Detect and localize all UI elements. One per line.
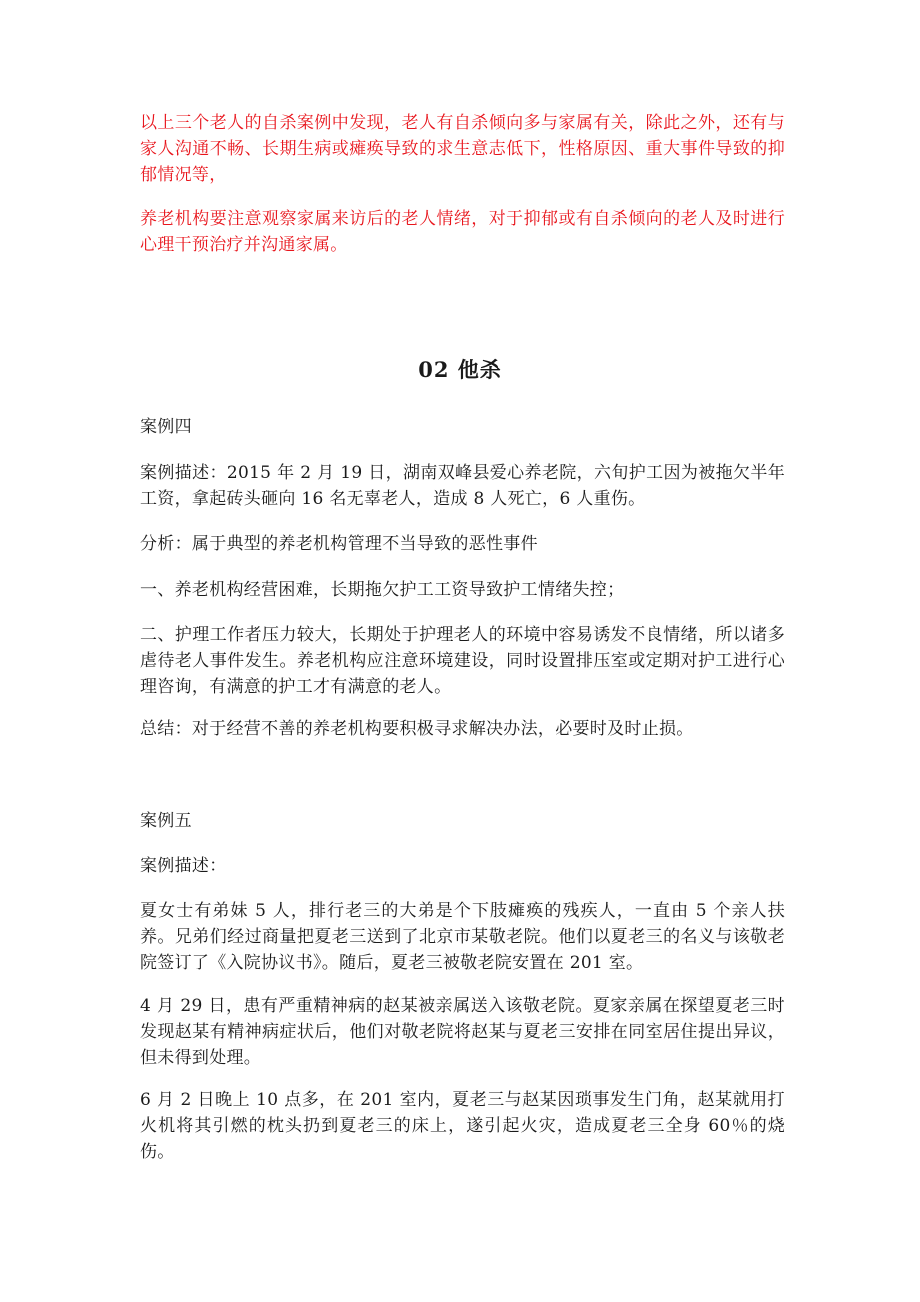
case4-analysis: 分析：属于典型的养老机构管理不当导致的恶性事件 [140, 534, 538, 554]
case5-description-label: 案例描述： [140, 856, 227, 876]
case4-description: 案例描述：2015 年 2 月 19 日，湖南双峰县爱心养老院，六旬护工因为被拖欠半年工资，拿起砖头砸向 16 名无辜老人，造成 8 人死亡，6 人重伤。 [140, 463, 785, 509]
case5-paragraph-2: 4 月 29 日，患有严重精神病的赵某被亲属送入该敬老院。夏家亲属在探望夏老三时发现赵某有精神病症状后，他们对敬老院将赵某与夏老三安排在同室居住提出异议，但未得到处理。 [140, 996, 785, 1068]
summary-paragraph-2: 养老机构要注意观察家属来访后的老人情绪，对于抑郁或有自杀倾向的老人及时进行心理干预治疗并沟通家属。 [140, 209, 785, 255]
case5-title: 案例五 [140, 811, 192, 831]
case5-paragraph-3: 6 月 2 日晚上 10 点多，在 201 室内，夏老三与赵某因琐事发生门角，赵某就用打火机将其引燃的枕头扔到夏老三的床上，遂引起火灾，造成夏老三全身 60％的烧伤。 [140, 1090, 785, 1162]
case4-point-2: 二、护理工作者压力较大，长期处于护理老人的环境中容易诱发不良情绪，所以诸多虐待老人事件发生。养老机构应注意环境建设，同时设置排压室或定期对护工进行心理咨询，有满意的护工才有满意的老人。 [140, 625, 785, 697]
case4-conclusion: 总结：对于经营不善的养老机构要积极寻求解决办法，必要时及时止损。 [140, 719, 694, 739]
case5-paragraph-1: 夏女士有弟妹 5 人，排行老三的大弟是个下肢瘫痪的残疾人，一直由 5 个亲人扶养。兄弟们经过商量把夏老三送到了北京市某敬老院。他们以夏老三的名义与该敬老院签订了《入院协议书》。随后，夏老三被敬老院安置在 201 室。 [140, 901, 785, 973]
summary-paragraph-1: 以上三个老人的自杀案例中发现，老人有自杀倾向多与家属有关，除此之外，还有与家人沟通不畅、长期生病或瘫痪导致的求生意志低下，性格原因、重大事件导致的抑郁情况等， [140, 113, 785, 185]
section-heading: 02 他杀 [418, 357, 502, 382]
case4-title: 案例四 [140, 417, 192, 437]
case4-point-1: 一、养老机构经营困难，长期拖欠护工工资导致护工情绪失控； [140, 580, 625, 600]
